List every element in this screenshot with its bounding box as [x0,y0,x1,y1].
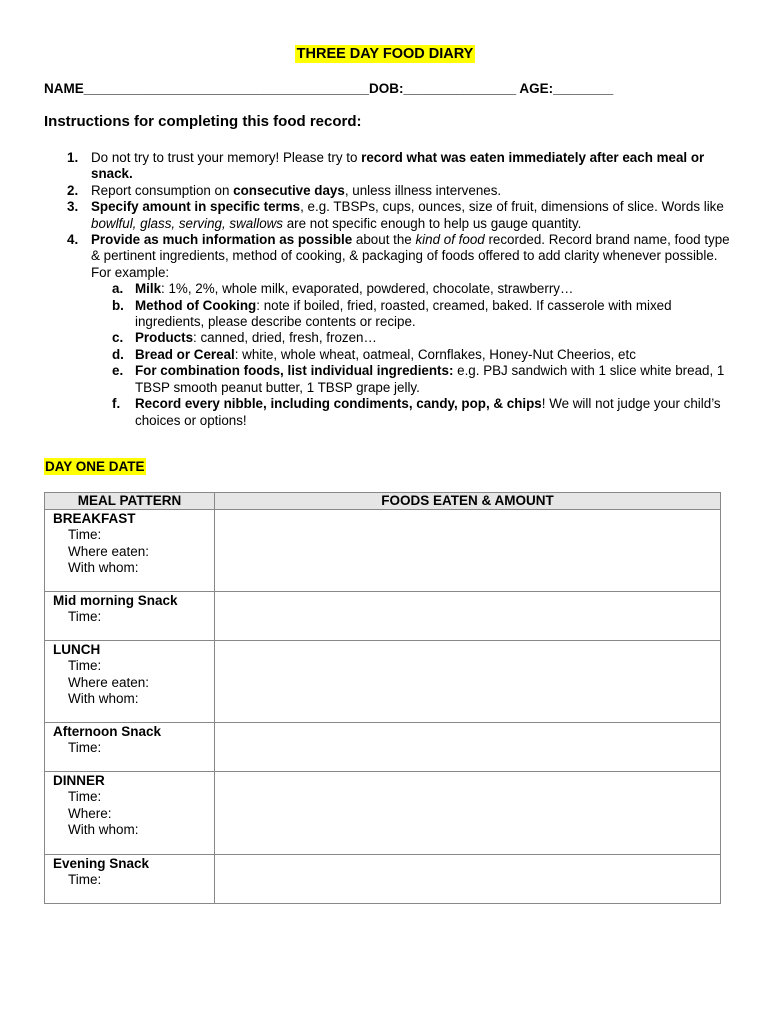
table-row [45,772,721,855]
foods-entry-dinner[interactable] [215,772,721,855]
meal-cell-mid-morning-snack: Mid morning Snack Time: [45,592,215,641]
meal-cell-breakfast: BREAKFAST Time: Where eaten: With whom: [45,510,215,592]
instruction-item: 3. Specify amount in specific terms, e.g. TBSPs, cups, ounces, size of fruit, dimensions of slice. Words like bowlful, glass, serving, swallows are not specific enough to help us gauge quantity. [67,199,724,231]
foods-entry-evening-snack[interactable] [215,855,721,904]
page-title: THREE DAY FOOD DIARY [296,46,474,62]
table-row [45,855,721,904]
name-dob-age-line: NAME______________________________________DOB:_______________ AGE:________ [44,81,614,96]
foods-entry-breakfast[interactable] [215,510,721,592]
example-item: b. Method of Cooking: note if boiled, fried, roasted, creamed, baked. If casserole with mixed ingredients, please describe contents or recipe. [112,297,672,330]
food-diary-table [44,492,721,904]
foods-eaten-header: FOODS EATEN & AMOUNT [215,493,721,510]
example-item: d. Bread or Cereal: white, whole wheat, oatmeal, Cornflakes, Honey-Nut Cheerios, etc [112,346,636,362]
meal-cell-lunch: LUNCH Time: Where eaten: With whom: [45,641,215,723]
example-item: a. Milk: 1%, 2%, whole milk, evaporated, powdered, chocolate, strawberry… [112,281,574,297]
instruction-number: 1. [67,150,79,165]
foods-entry-mid-morning-snack[interactable] [215,592,721,641]
table-row [45,510,721,592]
day-one-date-label: DAY ONE DATE [45,459,145,474]
instruction-item: 2. Report consumption on consecutive days, unless illness intervenes. [67,182,502,198]
meal-cell-evening-snack: Evening Snack Time: [45,855,215,904]
table-row [45,592,721,641]
instruction-item: 4. Provide as much information as possible about the kind of food recorded. Record brand name, food type & pertinent ingredients, method of cooking, & packaging of foods offered to add clarity whenever possible. For example: [67,232,730,280]
example-item: e. For combination foods, list individual ingredients: e.g. PBJ sandwich with 1 slice white bread, 1 TBSP smooth peanut butter, 1 TBSP grape jelly. [112,363,725,395]
meal-cell-dinner: DINNER Time: Where: With whom: [45,772,215,855]
example-item: f. Record every nibble, including condiments, candy, pop, & chips! We will not judge your child’s choices or options! [112,396,721,428]
instructions-list [44,150,734,429]
instruction-number: 3. [67,199,79,215]
table-row [45,641,721,723]
meal-cell-afternoon-snack: Afternoon Snack Time: [45,723,215,772]
examples-list [44,281,734,429]
instruction-number: 4. [67,232,79,248]
instruction-item: 1. Do not try to trust your memory! Please try to record what was eaten immediately after each meal or snack. [67,150,705,182]
foods-entry-afternoon-snack[interactable] [215,723,721,772]
foods-entry-lunch[interactable] [215,641,721,723]
instruction-number: 2. [67,182,79,198]
table-header-row [45,493,721,510]
table-row [45,723,721,772]
meal-pattern-header: MEAL PATTERN [45,493,215,510]
instructions-heading: Instructions for completing this food record: [44,113,362,130]
example-item: c. Products: canned, dried, fresh, frozen… [112,330,377,346]
